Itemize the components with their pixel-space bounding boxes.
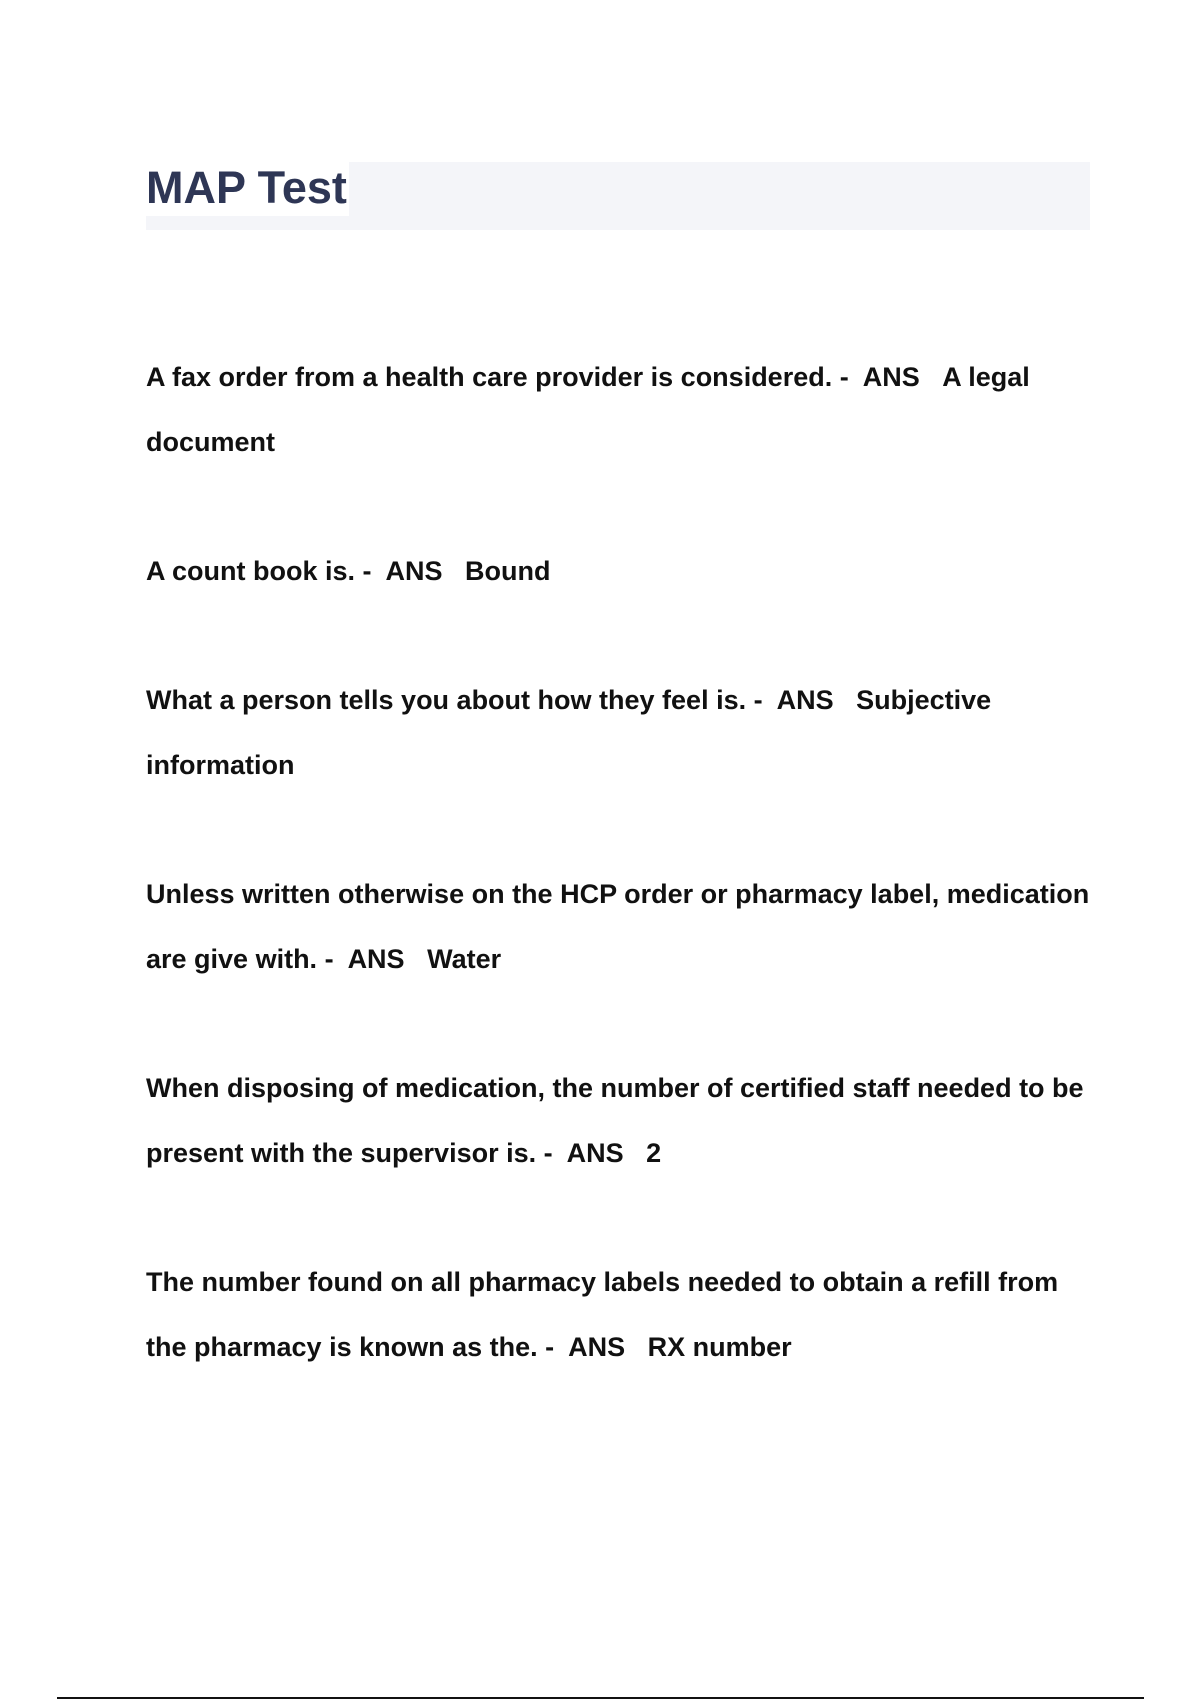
separator: - [536, 1138, 567, 1168]
footer-rule [57, 1697, 1144, 1699]
answer-label: ANS [776, 685, 834, 715]
qa-item [146, 862, 1096, 992]
separator: - [317, 944, 348, 974]
qa-list [146, 345, 1096, 1444]
question-text: What a person tells you about how they feel is. [146, 685, 747, 715]
question-text: Unless written otherwise on the HCP order or pharmacy label, medication are give with. [146, 879, 1090, 974]
answer-text: A legal document [146, 362, 1030, 457]
separator: - [355, 556, 386, 586]
answer-label: ANS [862, 362, 920, 392]
answer-text: Water [427, 944, 502, 974]
answer-text: RX number [647, 1332, 792, 1362]
question-text: A fax order from a health care provider is considered. [146, 362, 833, 392]
separator: - [746, 685, 777, 715]
answer-label: ANS [566, 1138, 624, 1168]
separator: - [537, 1332, 569, 1362]
question-text: A count book is. [146, 556, 355, 586]
answer-label: ANS [347, 944, 405, 974]
qa-item [146, 539, 1096, 604]
answer-label: ANS [385, 556, 443, 586]
qa-item [146, 668, 1096, 798]
answer-label: ANS [568, 1332, 626, 1362]
document-title: MAP Test [146, 160, 349, 216]
separator: - [832, 362, 863, 392]
answer-text: Subjective information [146, 685, 992, 780]
answer-text: Bound [465, 556, 551, 586]
qa-item [146, 1056, 1096, 1186]
question-text: The number found on all pharmacy labels needed to obtain a refill from the pharmacy is known as the. [146, 1267, 1059, 1362]
question-text: When disposing of medication, the number of certified staff needed to be present with the supervisor is. [146, 1073, 1084, 1168]
qa-item [146, 345, 1096, 475]
answer-text: 2 [646, 1138, 662, 1168]
qa-item [146, 1250, 1096, 1380]
